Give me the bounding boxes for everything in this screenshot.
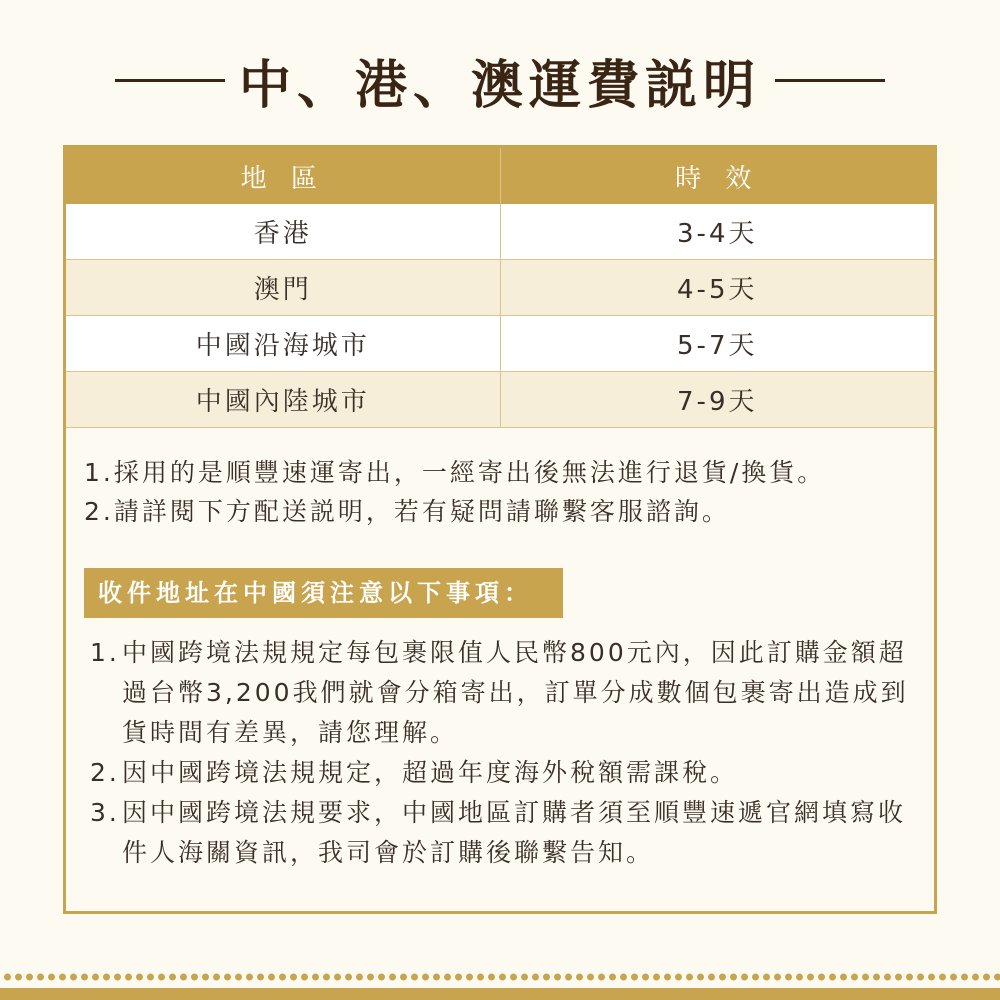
- china-notice-list: [90, 633, 928, 873]
- region-cell: 中國內陸城市: [66, 372, 500, 428]
- title-row: [0, 40, 1000, 120]
- time-column-header: 時 效: [500, 148, 934, 204]
- table-row: [66, 260, 934, 316]
- time-cell: 5-7天: [500, 316, 934, 372]
- list-item-text: 中國跨境法規規定每包裹限值人民幣800元內，因此訂購金額超過台幣3,200我們就會分箱寄出，訂單分成數個包裹寄出造成到貨時間有差異，請您理解。: [122, 638, 909, 747]
- shipping-time-table: [66, 148, 934, 428]
- table-row: [66, 372, 934, 428]
- table-row: [66, 204, 934, 260]
- shipping-notes: [84, 453, 924, 531]
- region-cell: 中國沿海城市: [66, 316, 500, 372]
- table-header-row: [66, 148, 934, 204]
- table-row: [66, 316, 934, 372]
- list-item: [90, 633, 928, 753]
- list-item-number: 2.: [90, 758, 120, 787]
- dotted-border-decoration: [0, 971, 1000, 983]
- list-item-number: 1.: [90, 638, 120, 667]
- region-column-header: 地 區: [66, 148, 500, 204]
- list-item: [90, 753, 928, 793]
- list-item: [90, 793, 928, 873]
- bottom-gold-bar: [0, 988, 1000, 1000]
- title-right-rule: [775, 79, 885, 82]
- time-cell: 4-5天: [500, 260, 934, 316]
- note-line: 2.請詳閱下方配送説明，若有疑問請聯繫客服諮詢。: [84, 497, 730, 526]
- region-cell: 澳門: [66, 260, 500, 316]
- list-item-text: 因中國跨境法規規定，超過年度海外稅額需課稅。: [122, 758, 739, 787]
- list-item-number: 3.: [90, 798, 120, 827]
- list-item-text: 因中國跨境法規要求，中國地區訂購者須至順豐速遞官網填寫收件人海關資訊，我司會於訂購後聯繫告知。: [122, 798, 907, 867]
- time-cell: 7-9天: [500, 372, 934, 428]
- page-title: 中、港、澳運費説明: [238, 55, 761, 116]
- shipping-info-panel: [63, 145, 937, 914]
- time-cell: 3-4天: [500, 204, 934, 260]
- title-left-rule: [115, 79, 225, 82]
- region-cell: 香港: [66, 204, 500, 260]
- note-line: 1.採用的是順豐速運寄出，一經寄出後無法進行退貨/換貨。: [84, 458, 826, 487]
- china-notice-heading: 收件地址在中國須注意以下事項：: [84, 568, 563, 618]
